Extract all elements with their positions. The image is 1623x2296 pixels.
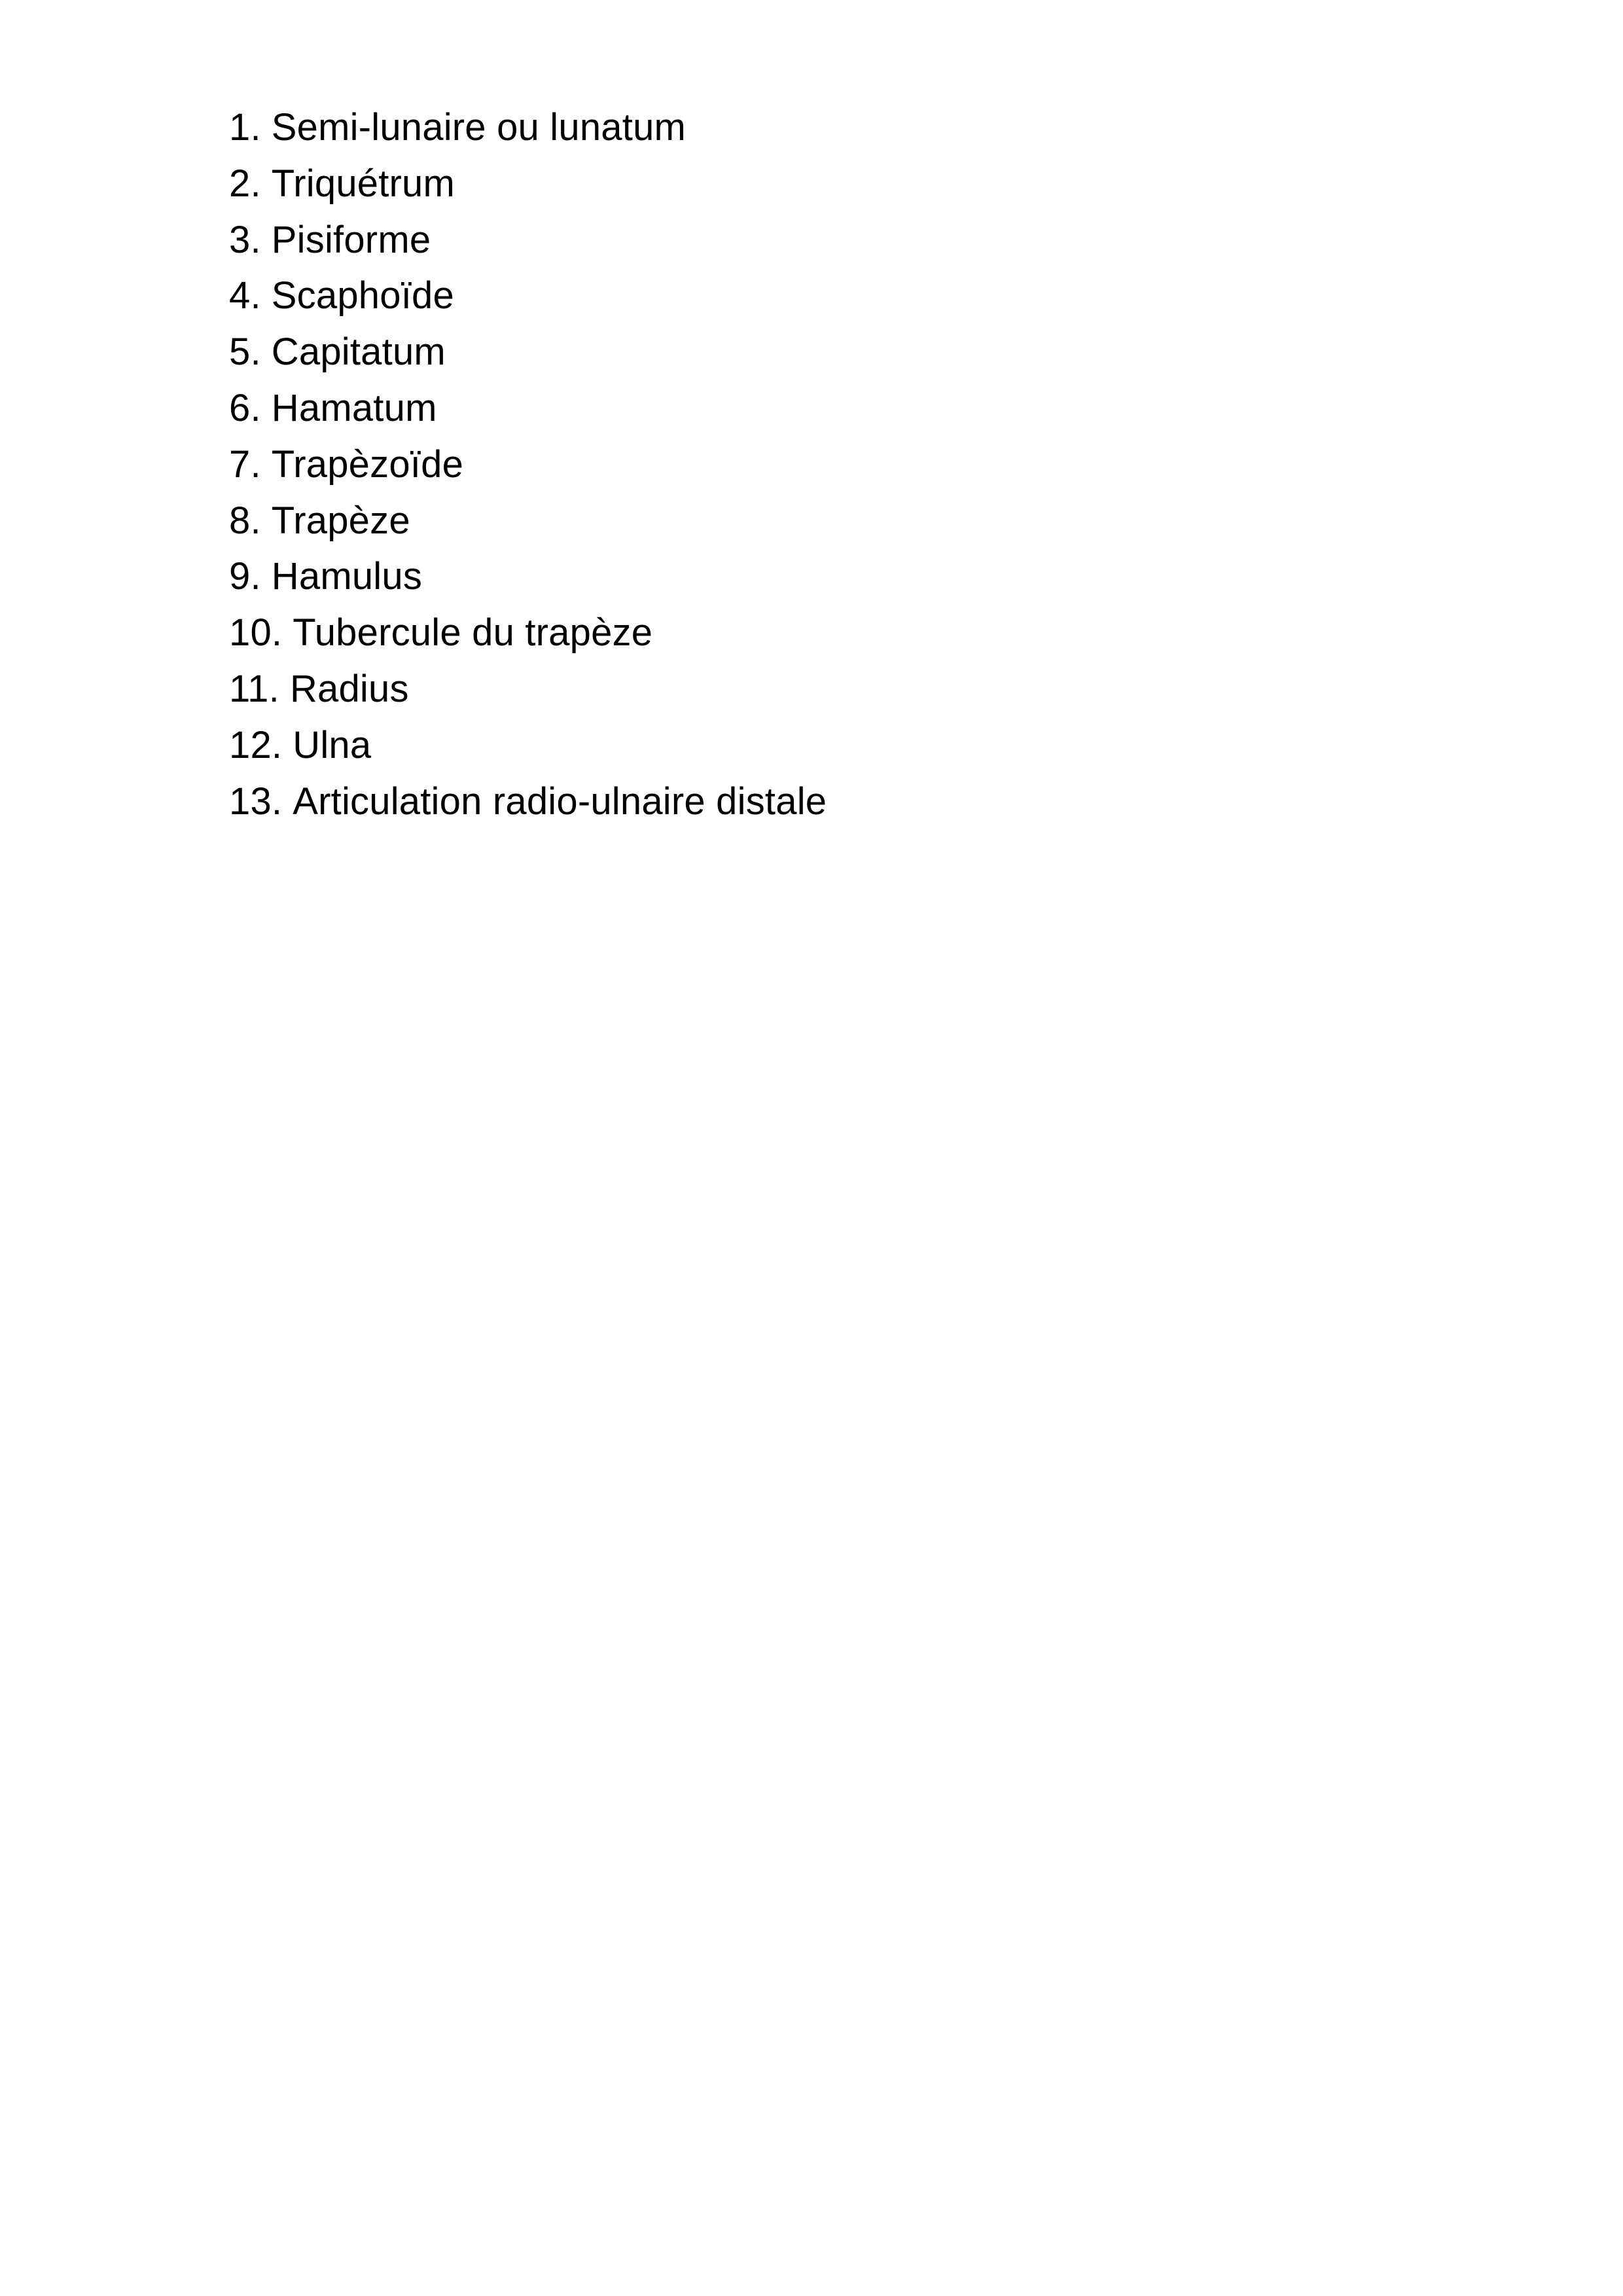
list-item xyxy=(229,156,827,212)
item-number: 7. xyxy=(229,442,261,486)
item-number: 8. xyxy=(229,499,261,542)
item-number: 9. xyxy=(229,555,261,598)
item-number: 3. xyxy=(229,218,261,261)
item-number: 4. xyxy=(229,274,261,317)
list-item xyxy=(229,324,827,380)
item-label: Radius xyxy=(289,667,409,710)
list-item xyxy=(229,774,827,830)
anatomy-legend-list xyxy=(229,99,827,829)
item-label: Semi-lunaire ou lunatum xyxy=(271,106,687,149)
item-number: 12. xyxy=(229,723,283,766)
item-number: 5. xyxy=(229,331,261,374)
list-item xyxy=(229,268,827,324)
item-label: Triquétrum xyxy=(271,162,455,205)
item-number: 2. xyxy=(229,162,261,205)
list-item xyxy=(229,437,827,493)
item-number: 6. xyxy=(229,386,261,429)
item-label: Scaphoïde xyxy=(271,274,454,317)
list-item xyxy=(229,380,827,437)
item-label: Trapèzoïde xyxy=(271,442,464,486)
item-number: 11. xyxy=(229,667,279,710)
item-label: Hamatum xyxy=(271,386,437,429)
item-number: 13. xyxy=(229,780,283,823)
item-label: Trapèze xyxy=(271,499,410,542)
item-number: 10. xyxy=(229,611,283,655)
item-label: Tubercule du trapèze xyxy=(293,611,653,655)
list-item xyxy=(229,212,827,268)
item-label: Capitatum xyxy=(271,331,446,374)
item-number: 1. xyxy=(229,106,261,149)
list-item xyxy=(229,548,827,605)
list-item xyxy=(229,99,827,156)
item-label: Pisiforme xyxy=(271,218,431,261)
item-label: Hamulus xyxy=(271,555,423,598)
list-item xyxy=(229,717,827,774)
list-item xyxy=(229,661,827,717)
list-item xyxy=(229,493,827,549)
item-label: Articulation radio-ulnaire distale xyxy=(293,780,827,823)
list-item xyxy=(229,605,827,661)
item-label: Ulna xyxy=(293,723,372,766)
